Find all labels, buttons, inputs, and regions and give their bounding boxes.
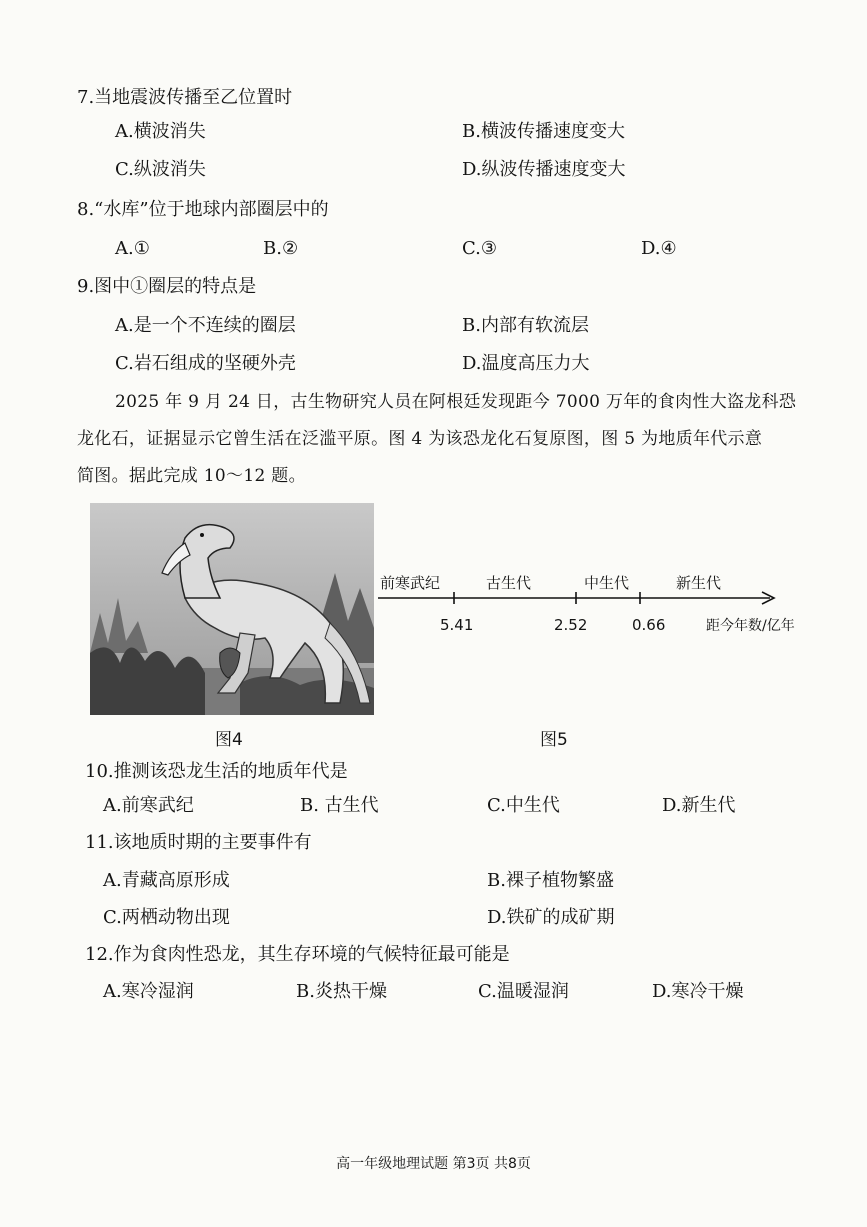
era-cenozoic: 新生代 bbox=[676, 574, 722, 592]
q7-option-a: A.横波消失 bbox=[115, 121, 206, 142]
q11-option-a: A.青藏高原形成 bbox=[103, 870, 230, 891]
intro-line-3: 简图。据此完成 10～12 题。 bbox=[77, 466, 306, 486]
q10-option-d: D.新生代 bbox=[662, 795, 736, 816]
figure-5-caption: 图5 bbox=[540, 730, 568, 750]
geologic-timeline bbox=[378, 562, 818, 642]
q12-option-a: A.寒冷湿润 bbox=[103, 981, 194, 1002]
q12-option-b: B.炎热干燥 bbox=[296, 981, 387, 1002]
q8-stem: 8.“水库”位于地球内部圈层中的 bbox=[77, 199, 329, 220]
axis-label: 距今年数/亿年 bbox=[706, 618, 795, 634]
q9-option-c: C.岩石组成的坚硬外壳 bbox=[115, 353, 296, 374]
q10-option-a: A.前寒武纪 bbox=[103, 795, 194, 816]
q7-option-d: D.纵波传播速度变大 bbox=[462, 159, 626, 180]
q10-stem: 10.推测该恐龙生活的地质年代是 bbox=[85, 761, 348, 782]
q7-option-c: C.纵波消失 bbox=[115, 159, 206, 180]
era-precambrian: 前寒武纪 bbox=[380, 574, 441, 592]
q9-stem: 9.图中①圈层的特点是 bbox=[77, 276, 257, 297]
intro-line-1: 2025 年 9 月 24 日，古生物研究人员在阿根廷发现距今 7000 万年的食肉性大盗龙科恐 bbox=[115, 392, 797, 412]
tick-label-541: 5.41 bbox=[440, 616, 474, 634]
dinosaur-illustration bbox=[90, 503, 374, 715]
q10-option-b: B. 古生代 bbox=[300, 795, 379, 816]
q8-option-c: C.③ bbox=[462, 238, 497, 259]
q9-option-b: B.内部有软流层 bbox=[462, 315, 589, 336]
q11-option-d: D.铁矿的成矿期 bbox=[487, 907, 615, 928]
figure-4-caption: 图4 bbox=[215, 730, 243, 750]
q7-stem: 7.当地震波传播至乙位置时 bbox=[77, 87, 293, 108]
era-mesozoic: 中生代 bbox=[584, 574, 630, 592]
page-footer: 高一年级地理试题 第3页 共8页 bbox=[336, 1156, 531, 1172]
tick-label-252: 2.52 bbox=[554, 616, 588, 634]
q12-option-d: D.寒冷干燥 bbox=[652, 981, 744, 1002]
q12-option-c: C.温暖湿润 bbox=[478, 981, 569, 1002]
q7-option-b: B.横波传播速度变大 bbox=[462, 121, 625, 142]
tick-label-066: 0.66 bbox=[632, 616, 666, 634]
q8-option-b: B.② bbox=[263, 238, 299, 259]
q8-option-d: D.④ bbox=[641, 238, 677, 259]
q10-option-c: C.中生代 bbox=[487, 795, 560, 816]
intro-line-2: 龙化石，证据显示它曾生活在泛滥平原。图 4 为该恐龙化石复原图，图 5 为地质年代示意 bbox=[77, 429, 763, 449]
q12-stem: 12.作为食肉性恐龙，其生存环境的气候特征最可能是 bbox=[85, 944, 510, 965]
q9-option-d: D.温度高压力大 bbox=[462, 353, 590, 374]
q11-option-c: C.两栖动物出现 bbox=[103, 907, 230, 928]
q9-option-a: A.是一个不连续的圈层 bbox=[115, 315, 296, 336]
era-paleozoic: 古生代 bbox=[486, 574, 532, 592]
q8-option-a: A.① bbox=[115, 238, 150, 259]
q11-option-b: B.裸子植物繁盛 bbox=[487, 870, 614, 891]
q11-stem: 11.该地质时期的主要事件有 bbox=[85, 832, 312, 853]
